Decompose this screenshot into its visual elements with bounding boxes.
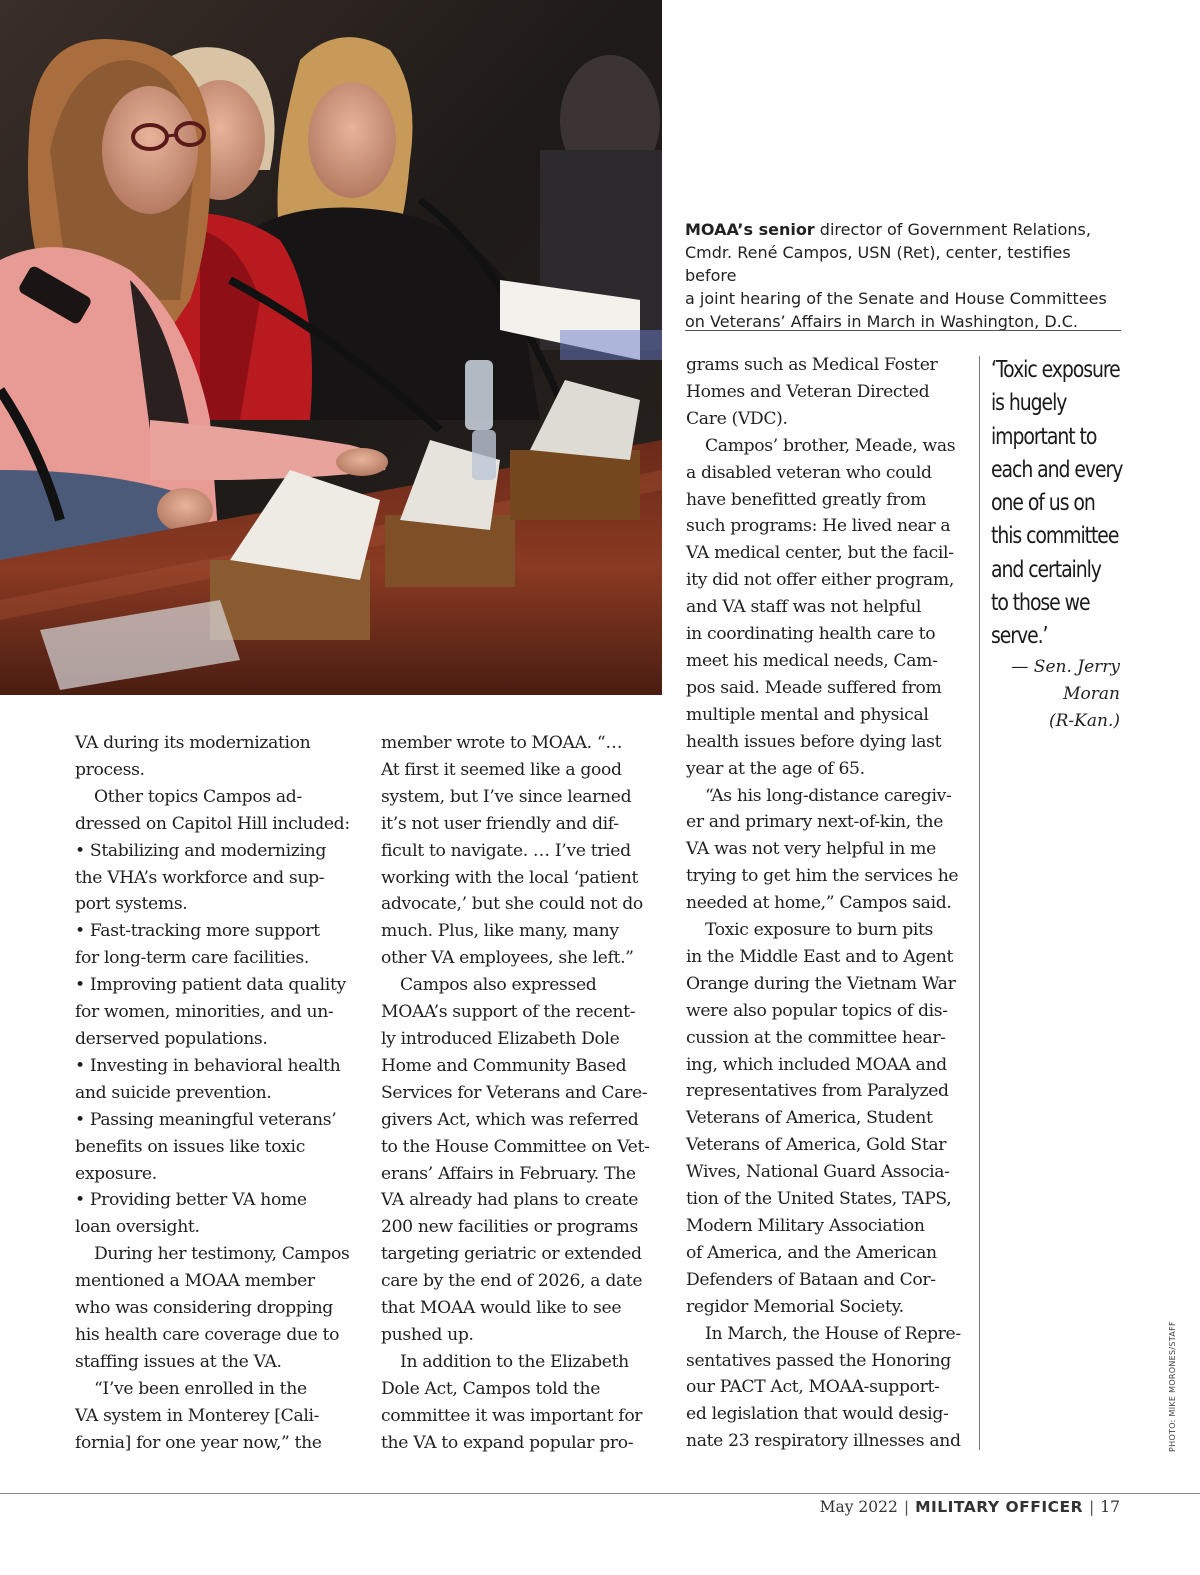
text-line: representatives from Paralyzed (686, 1081, 949, 1102)
article-column-3 (686, 352, 976, 1455)
text-line: benefits on issues like toxic (75, 1136, 305, 1157)
text-line: trying to get him the services he (686, 866, 959, 887)
bullet-line: • Fast-tracking more support (75, 921, 320, 942)
article-column-1 (75, 730, 365, 1456)
text-line: VA was not very helpful in me (686, 839, 936, 860)
text-line: ed legislation that would desig- (686, 1404, 949, 1425)
article-column-2 (381, 730, 671, 1456)
text-line: Veterans of America, Student (686, 1108, 933, 1129)
text-line: MOAA’s support of the recent- (381, 1002, 636, 1023)
pull-quote (991, 354, 1123, 654)
text-line: Wives, National Guard Associa- (686, 1162, 950, 1183)
text-line: pushed up. (381, 1324, 474, 1345)
bullet-line: • Improving patient data quality (75, 975, 346, 996)
text-line: Campos also expressed (400, 975, 597, 996)
caption-line: on Veterans’ Affairs in March in Washington, D.C. (685, 312, 1078, 331)
text-line: ity did not offer either program, (686, 570, 954, 591)
text-line: Defenders of Bataan and Cor- (686, 1269, 936, 1290)
pull-quote-line: to those we (991, 590, 1090, 617)
text-line: the VHA’s workforce and sup- (75, 867, 325, 888)
text-line: In addition to the Elizabeth (400, 1351, 629, 1372)
text-line: VA already had plans to create (381, 1190, 639, 1211)
text-line: VA system in Monterey [Cali- (75, 1405, 320, 1426)
text-line: process. (75, 759, 145, 780)
text-line: needed at home,” Campos said. (686, 893, 952, 914)
pull-quote-line: this committee (991, 523, 1119, 550)
text-line: VA during its modernization (75, 733, 311, 753)
text-line: cussion at the committee hear- (686, 1027, 946, 1048)
page-footer (820, 1498, 1120, 1517)
text-line: a disabled veteran who could (686, 462, 932, 483)
text-line: loan oversight. (75, 1217, 200, 1238)
text-line: for women, minorities, and un- (75, 1002, 334, 1023)
text-line: other VA employees, she left.” (381, 948, 634, 969)
magazine-name: MILITARY OFFICER (915, 1498, 1084, 1516)
text-line: working with the local ‘patient (381, 867, 639, 888)
pull-quote-line: serve.’ (991, 623, 1048, 650)
text-line: our PACT Act, MOAA-support- (686, 1377, 940, 1398)
text-line: “I’ve been enrolled in the (94, 1378, 307, 1399)
attribution-line: Moran (1063, 684, 1120, 704)
text-line: er and primary next-of-kin, the (686, 812, 944, 833)
pull-quote-line: ‘Toxic exposure (991, 357, 1120, 383)
text-line: meet his medical needs, Cam- (686, 650, 938, 671)
text-line: who was considering dropping (75, 1298, 333, 1319)
text-line: exposure. (75, 1163, 157, 1184)
pull-quote-line: and certainly (991, 556, 1101, 583)
text-line: year at the age of 65. (686, 758, 865, 779)
bullet-line: • Providing better VA home (75, 1190, 307, 1211)
text-line: were also popular topics of dis- (686, 1000, 948, 1021)
pull-quote-divider (979, 356, 980, 1450)
text-line: tion of the United States, TAPS, (686, 1189, 952, 1210)
text-line: Home and Community Based (381, 1055, 627, 1076)
issue-date: May 2022 (819, 1498, 898, 1516)
text-line: dressed on Capitol Hill included: (75, 813, 350, 834)
text-line: staffing issues at the VA. (75, 1351, 282, 1372)
text-line: During her testimony, Campos (94, 1244, 350, 1265)
caption-line: Cmdr. René Campos, USN (Ret), center, testifies before (685, 243, 1071, 285)
text-line: care by the end of 2026, a date (381, 1271, 643, 1292)
text-line: Other topics Campos ad- (94, 786, 302, 807)
text-line: have benefitted greatly from (686, 489, 927, 510)
pull-quote-line: important to (991, 423, 1097, 450)
caption-divider (685, 330, 1121, 331)
attribution-line: (R-Kan.) (1049, 711, 1120, 731)
text-line: advocate,’ but she could not do (381, 894, 643, 915)
bullet-line: • Passing meaningful veterans’ (75, 1109, 337, 1130)
text-line: ficult to navigate. … I’ve tried (381, 840, 631, 861)
text-line: fornia] for one year now,” the (75, 1432, 322, 1453)
pull-quote-line: each and every (991, 456, 1123, 483)
text-line: derserved populations. (75, 1028, 268, 1049)
text-line: erans’ Affairs in February. The (381, 1163, 636, 1184)
caption-line: a joint hearing of the Senate and House Committees (685, 289, 1107, 308)
text-line: health issues before dying last (686, 731, 942, 752)
text-line: targeting geriatric or extended (381, 1244, 642, 1265)
text-line: grams such as Medical Foster (686, 355, 938, 375)
text-line: system, but I’ve since learned (381, 786, 632, 807)
text-line: much. Plus, like many, many (381, 921, 619, 942)
text-line: it’s not user friendly and dif- (381, 813, 619, 834)
text-line: the VA to expand popular pro- (381, 1432, 634, 1453)
text-line: VA medical center, but the facil- (686, 543, 954, 564)
text-line: 200 new facilities or programs (381, 1217, 638, 1238)
bullet-line: • Investing in behavioral health (75, 1055, 341, 1076)
caption-line: director of Government Relations, (814, 220, 1091, 239)
text-line: regidor Memorial Society. (686, 1296, 904, 1317)
text-line: nate 23 respiratory illnesses and (686, 1431, 961, 1452)
text-line: to the House Committee on Vet- (381, 1136, 650, 1157)
footer-separator: | (1089, 1498, 1095, 1516)
photo-credit: PHOTO: MIKE MORONES/STAFF (1168, 1321, 1177, 1452)
text-line: in the Middle East and to Agent (686, 946, 954, 967)
attribution-line: — Sen. Jerry (1011, 657, 1120, 677)
footer-divider (0, 1493, 1200, 1494)
hearing-photo (0, 0, 662, 695)
text-line: Care (VDC). (686, 408, 788, 429)
pull-quote-line: is hugely (991, 390, 1067, 417)
text-line: pos said. Meade suffered from (686, 677, 942, 698)
text-line: for long-term care facilities. (75, 948, 309, 969)
pull-quote-line: one of us on (991, 490, 1095, 517)
text-line: In March, the House of Repre- (705, 1323, 961, 1344)
text-line: multiple mental and physical (686, 704, 929, 725)
text-line: committee it was important for (381, 1405, 643, 1426)
text-line: Homes and Veteran Directed (686, 381, 930, 402)
pull-quote-attribution (990, 654, 1120, 735)
text-line: that MOAA would like to see (381, 1298, 622, 1319)
text-line: Modern Military Association (686, 1216, 925, 1236)
text-line: such programs: He lived near a (686, 516, 951, 537)
page-number: 17 (1100, 1498, 1120, 1516)
footer-separator: | (903, 1498, 910, 1516)
text-line: Orange during the Vietnam War (686, 973, 956, 994)
text-line: givers Act, which was referred (381, 1109, 639, 1130)
text-line: and suicide prevention. (75, 1082, 272, 1103)
text-line: Services for Veterans and Care- (381, 1082, 648, 1103)
text-line: mentioned a MOAA member (75, 1271, 315, 1292)
text-line: sentatives passed the Honoring (686, 1350, 951, 1371)
text-line: Campos’ brother, Meade, was (705, 435, 956, 456)
text-line: of America, and the American (686, 1242, 937, 1263)
text-line: Dole Act, Campos told the (381, 1378, 601, 1399)
text-line: Toxic exposure to burn pits (705, 920, 934, 941)
caption-lead: MOAA’s senior (685, 220, 815, 239)
text-line: Veterans of America, Gold Star (686, 1135, 947, 1156)
text-line: At first it seemed like a good (381, 759, 622, 780)
text-line: and VA staff was not helpful (686, 597, 921, 618)
text-line: “As his long-distance caregiv- (705, 785, 952, 806)
text-line: member wrote to MOAA. “… (381, 733, 623, 753)
text-line: in coordinating health care to (686, 624, 936, 645)
text-line: port systems. (75, 894, 188, 915)
text-line: ing, which included MOAA and (686, 1054, 947, 1075)
bullet-line: • Stabilizing and modernizing (75, 840, 326, 861)
text-line: ly introduced Elizabeth Dole (381, 1028, 620, 1049)
photo-caption (685, 218, 1125, 333)
text-line: his health care coverage due to (75, 1324, 340, 1345)
